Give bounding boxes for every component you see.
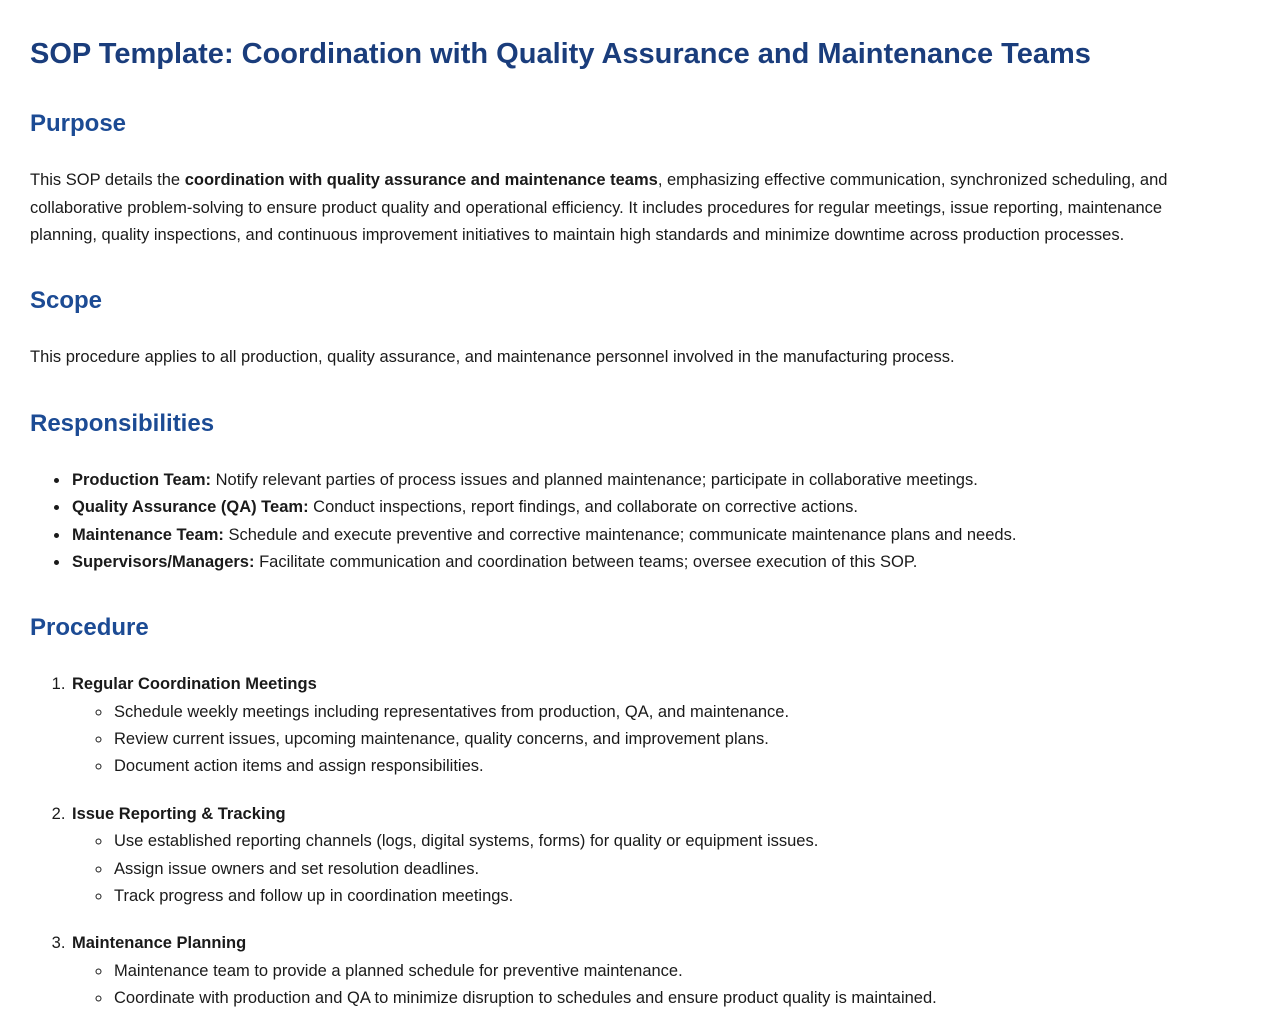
procedure-substep: ◦ Document action items and assign responsibilities. (112, 753, 1233, 780)
responsibility-label: Supervisors/Managers: (72, 552, 255, 571)
procedure-step-issue-reporting (70, 801, 1233, 911)
responsibility-label: Production Team: (72, 470, 212, 489)
purpose-text-bold: coordination with quality assurance and maintenance teams (184, 171, 658, 190)
procedure-step-title: Maintenance Planning (72, 934, 247, 953)
section-heading-responsibilities: Responsibilities (30, 409, 215, 437)
responsibility-text: Conduct inspections, report findings, and collaborate on corrective actions. (313, 498, 858, 517)
procedure-list (30, 671, 1233, 1012)
responsibility-text: Notify relevant parties of process issues and planned maintenance; participate in collaborative meetings. (215, 470, 978, 489)
procedure-substep: ◦ Review current issues, upcoming maintenance, quality concerns, and improvement plans. (112, 726, 1233, 753)
section-heading-purpose: Purpose (30, 110, 127, 138)
responsibility-label: Quality Assurance (QA) Team: (72, 498, 309, 517)
purpose-text-rest: , emphasizing effective communication, synchronized scheduling, and collaborative problem-solving to ensure product quality and operational efficiency. It includes procedures for regular meetings, issue reporting, maintenance planning, quality inspections, and continuous improvement initiatives to maintain high standards and minimize downtime across production processes. (30, 171, 1168, 244)
responsibility-text: Schedule and execute preventive and corrective maintenance; communicate maintenance plans and needs. (228, 525, 1017, 544)
procedure-substep-list (72, 828, 1233, 910)
page-title: SOP Template: Coordination with Quality Assurance and Maintenance Teams (30, 38, 1091, 70)
responsibility-text: Facilitate communication and coordination between teams; oversee execution of this SOP. (259, 552, 918, 571)
procedure-step-title: Regular Coordination Meetings (72, 675, 317, 694)
purpose-paragraph (30, 167, 1233, 249)
section-heading-scope: Scope (30, 287, 103, 315)
procedure-substep: ◦ Assign issue owners and set resolution deadlines. (112, 856, 1233, 883)
responsibilities-list (30, 467, 1233, 577)
responsibility-label: Maintenance Team: (72, 525, 224, 544)
scope-paragraph: This procedure applies to all production, quality assurance, and maintenance personnel involved in the manufacturing process. (30, 348, 955, 367)
purpose-text-lead: This SOP details the (30, 171, 185, 190)
procedure-substep: ◦ Maintenance team to provide a planned schedule for preventive maintenance. (112, 958, 1233, 985)
procedure-substep: ◦ Track progress and follow up in coordination meetings. (112, 883, 1233, 910)
procedure-substep: ◦ Use established reporting channels (logs, digital systems, forms) for quality or equipment issues. (112, 828, 1233, 855)
responsibility-item-maintenance (70, 522, 1233, 549)
responsibility-item-production (70, 467, 1233, 494)
procedure-step-title: Issue Reporting & Tracking (72, 804, 286, 823)
responsibility-item-supervisors (70, 549, 1233, 576)
responsibility-item-qa (70, 494, 1233, 521)
procedure-step-meetings (70, 671, 1233, 781)
section-heading-procedure: Procedure (30, 614, 149, 642)
procedure-step-maintenance-planning (70, 930, 1233, 1012)
procedure-substep-list (72, 699, 1233, 781)
procedure-substep: ◦ Schedule weekly meetings including representatives from production, QA, and maintenance. (112, 699, 1233, 726)
procedure-substep-list (72, 958, 1233, 1012)
procedure-substep: ◦ Coordinate with production and QA to minimize disruption to schedules and ensure product quality is maintained. (112, 985, 1233, 1012)
